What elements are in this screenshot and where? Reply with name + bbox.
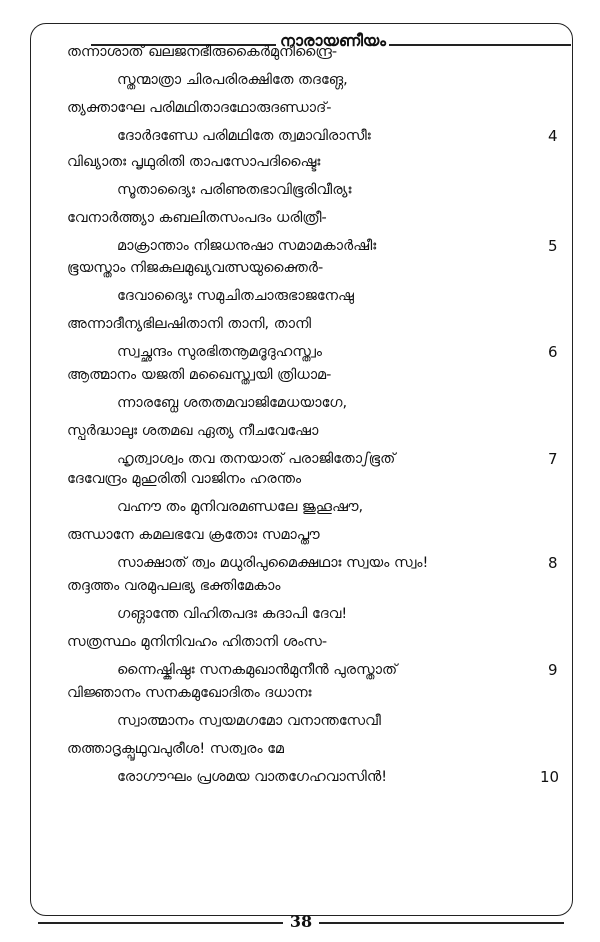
verse-line: സ്വച്ഛന്ദം സുരഭിതനൂമദൂദുഹസ്ത്വം	[117, 344, 322, 360]
verse-line: ത്യക്താഘേ പരിമഥിതാദഥോരുദണ്ഡാദ്-	[67, 100, 332, 116]
verse-line: ദോർദണ്ഡേ പരിമഥിതേ ത്വമാവിരാസീഃ	[117, 128, 371, 144]
header-rule-right	[389, 44, 571, 46]
verse-line: തന്നാശാത് ഖലജനഭീരുകൈർമുനീന്ദ്രൈ-	[67, 44, 338, 60]
verse-line: വഹ്നൗ തം മുനിവരമണ്ഡലേ ജുഹൂഷൗ,	[117, 499, 364, 515]
verse-line: തത്താദൃക്പൃഥുവപുരീശ! സത്വരം മേ	[67, 741, 284, 757]
verse-line: ന്നൈഷ്കിഷ്ഠഃ സനകമുഖാൻമുനീൻ പുരസ്താത്	[117, 662, 398, 678]
verse-number: 10	[540, 768, 560, 786]
verse-line: സ്തന്മാത്രാ ചിരപരിരക്ഷിതേ തദങ്ഗേ,	[117, 72, 348, 88]
verse-line: ദേവാദ്യൈഃ സമുചിതചാരുഭാജനേഷു	[117, 288, 354, 304]
verse-line: വേനാർത്ത്യാ കബലിതസംപദം ധരിത്രീ-	[67, 210, 327, 226]
verse-line: വിജ്ഞാനം സനകമുഖോദിതം ദധാനഃ	[67, 685, 312, 701]
verse-line: മാക്രാന്താം നിജധനുഷാ സമാമകാർഷീഃ	[117, 238, 377, 254]
verse-number: 5	[548, 237, 558, 255]
verse-line: സൂതാദ്യൈഃ പരിണുതഭാവിഭൂരിവീര്യഃ	[117, 182, 352, 198]
book-title: നാരായണീയം	[280, 31, 386, 50]
verse-line: ഭൂയസ്താം നിജകുലമുഖ്യവത്സയുക്തൈർ-	[67, 260, 324, 276]
footer-rule-left	[38, 922, 283, 924]
verse-line: ഗങ്ഗാന്തേ വിഹിതപദഃ കദാപി ദേവ!	[117, 606, 348, 622]
verse-line: സാക്ഷാത് ത്വം മധുരിപുമൈക്ഷഥാഃ സ്വയം സ്വം!	[117, 555, 429, 571]
verse-number: 9	[548, 661, 558, 679]
verse-line: ന്നാരബ്ധേ ശതതമവാജിമേധയാഗേ,	[117, 395, 348, 411]
verse-number: 7	[548, 450, 558, 468]
verse-line: ദേവേന്ദ്രം മുഹുരിതി വാജിനം ഹരന്തം	[67, 471, 302, 487]
verse-line: തദ്ദത്തം വരമുപലഭ്യ ഭക്തിമേകാം	[67, 578, 281, 594]
verse-line: രോഗൗഘം പ്രശമയ വാതഗേഹവാസിൻ!	[117, 769, 388, 785]
verse-line: ഹൃത്വാശ്വം തവ തനയാത് പരാജിതോഽഭൂത്	[117, 451, 396, 467]
verse-line: വിഖ്യാതഃ പൃഥുരിതി താപസോപദിഷ്ടൈഃ	[67, 154, 321, 170]
verse-number: 8	[548, 554, 558, 572]
verse-line: ആത്മാനം യജതി മഖൈസ്ത്വയി ത്രിധാമ-	[67, 367, 332, 383]
verse-line: സ്വാത്മാനം സ്വയമഗമോ വനാന്തസേവീ	[117, 713, 381, 729]
page-number: 38	[289, 912, 313, 931]
footer-rule-right	[319, 922, 564, 924]
verse-line: അന്നാദീന്യഭിലഷിതാനി താനി, താനി	[67, 316, 311, 332]
verse-line: സ്പർദ്ധാലുഃ ശതമഖ ഏത്യ നീചവേഷോ	[67, 423, 319, 439]
page-footer	[0, 909, 600, 933]
verse-line: സത്രസ്ഥം മുനിനിവഹം ഹിതാനി ശംസ-	[67, 634, 328, 650]
verse-line: രുന്ധാനേ കമലഭവേ ക്രതോഃ സമാപ്തൗ	[67, 527, 320, 543]
verse-number: 6	[548, 343, 558, 361]
verse-number: 4	[548, 127, 558, 145]
